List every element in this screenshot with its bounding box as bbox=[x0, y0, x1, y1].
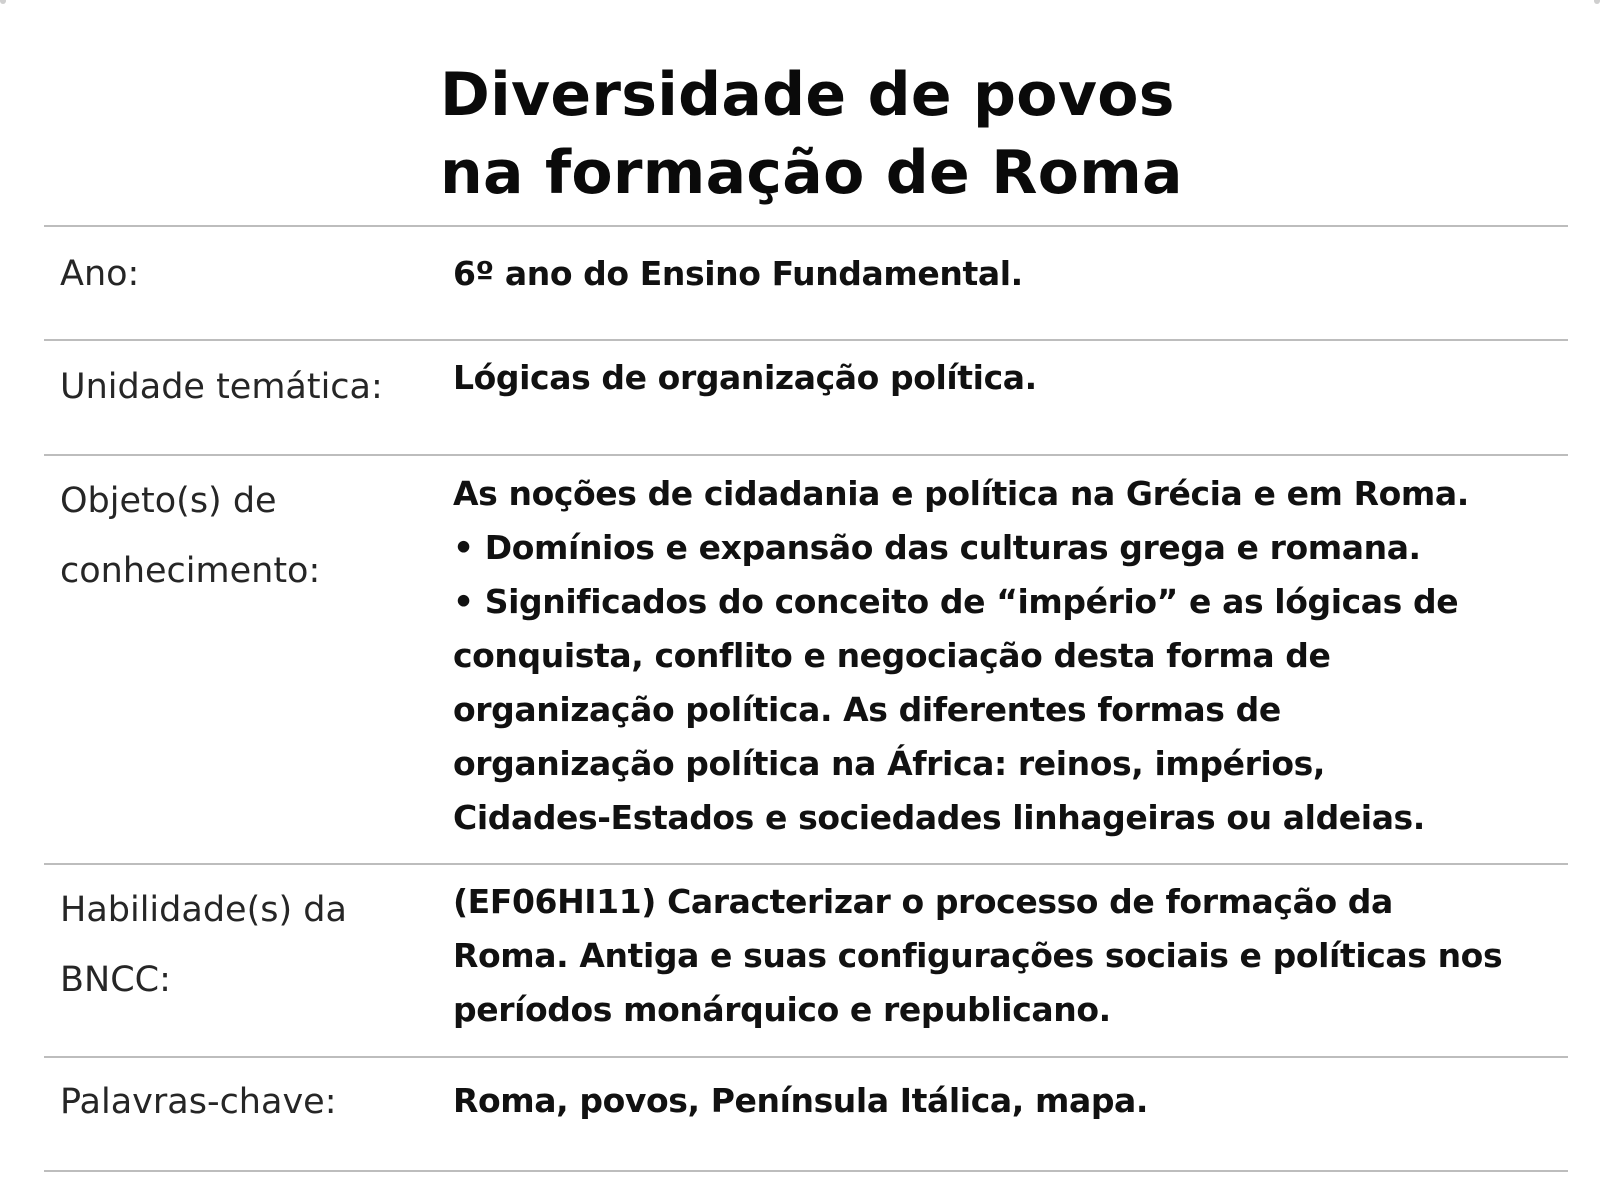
value-palavras-chave bbox=[453, 1074, 1568, 1128]
label-unidade-tematica-line-1: Unidade temática: bbox=[60, 367, 383, 407]
value-objetos-line-2: • Domínios e expansão das culturas grega e romana. bbox=[453, 528, 1421, 567]
label-ano bbox=[60, 239, 420, 309]
value-palavras-chave-line-1: Roma, povos, Península Itálica, mapa. bbox=[453, 1081, 1149, 1120]
row-habilidades-bncc bbox=[44, 863, 1568, 1056]
row-unidade-tematica bbox=[44, 339, 1568, 454]
corner-mark-right bbox=[1594, 0, 1600, 4]
value-habilidades-line-1: (EF06HI11) Caracterizar o processo de formação da bbox=[453, 882, 1393, 921]
value-objetos-line-7: Cidades-Estados e sociedades linhageiras ou aldeias. bbox=[453, 798, 1425, 837]
label-palavras-chave-line-1: Palavras-chave: bbox=[60, 1082, 337, 1122]
value-habilidades-line-2: Roma. Antiga e suas configurações sociais e políticas nos bbox=[453, 936, 1503, 975]
value-objetos-line-5: organização política. As diferentes formas de bbox=[453, 690, 1281, 729]
lesson-info-table bbox=[44, 225, 1568, 1172]
label-objetos-de-conhecimento bbox=[60, 466, 420, 606]
label-habilidades-line-1: Habilidade(s) da bbox=[60, 890, 347, 930]
row-palavras-chave bbox=[44, 1056, 1568, 1172]
page-title-line-2: na formação de Roma bbox=[440, 138, 1183, 208]
row-objetos-de-conhecimento bbox=[44, 454, 1568, 863]
value-objetos-de-conhecimento bbox=[453, 467, 1568, 845]
value-ano bbox=[453, 247, 1568, 301]
label-unidade-tematica bbox=[60, 352, 420, 422]
value-unidade-tematica-line-1: Lógicas de organização política. bbox=[453, 358, 1037, 397]
label-habilidades-line-2: BNCC: bbox=[60, 960, 171, 1000]
value-objetos-line-1: As noções de cidadania e política na Grécia e em Roma. bbox=[453, 474, 1469, 513]
label-objetos-line-2: conhecimento: bbox=[60, 551, 321, 591]
value-habilidades-line-3: períodos monárquico e republicano. bbox=[453, 990, 1111, 1029]
value-ano-line-1: 6º ano do Ensino Fundamental. bbox=[453, 254, 1023, 293]
label-palavras-chave bbox=[60, 1067, 420, 1137]
value-unidade-tematica bbox=[453, 351, 1568, 405]
value-objetos-line-6: organização política na África: reinos, impérios, bbox=[453, 744, 1326, 783]
value-habilidades-bncc bbox=[453, 875, 1568, 1037]
label-objetos-line-1: Objeto(s) de bbox=[60, 481, 277, 521]
page-title-line-1: Diversidade de povos bbox=[440, 60, 1175, 130]
page-title bbox=[440, 56, 1183, 212]
row-ano bbox=[44, 225, 1568, 339]
label-habilidades-bncc bbox=[60, 875, 420, 1015]
corner-mark-left bbox=[0, 0, 6, 4]
label-ano-line-1: Ano: bbox=[60, 254, 140, 294]
value-objetos-line-4: conquista, conflito e negociação desta forma de bbox=[453, 636, 1331, 675]
value-objetos-line-3: • Significados do conceito de “império” e as lógicas de bbox=[453, 582, 1459, 621]
